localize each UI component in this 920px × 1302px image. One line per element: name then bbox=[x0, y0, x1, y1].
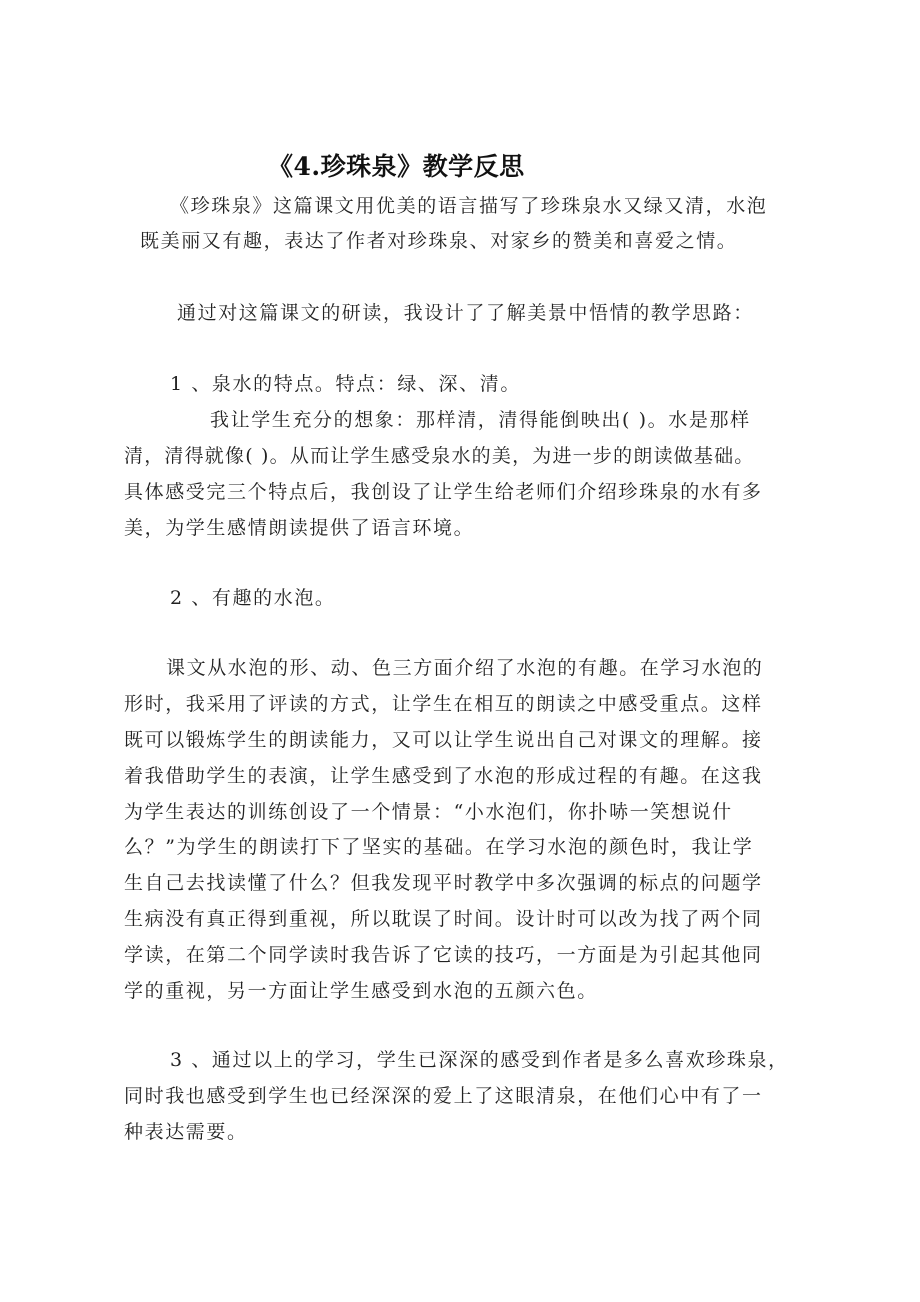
section-2-line-6: 么？”为学生的朗读打下了坚实的基础。在学习水泡的颜色时，我让学 bbox=[124, 836, 754, 858]
section-1-line-3: 具体感受完三个特点后，我创设了让学生给老师们介绍珍珠泉的水有多 bbox=[124, 481, 763, 503]
section-1-line-2: 清，清得就像( )。从而让学生感受泉水的美，为进一步的朗读做基础。 bbox=[124, 445, 755, 467]
section-2-heading: 2 、有趣的水泡。 bbox=[170, 587, 336, 609]
intro-line-1: 《珍珠泉》这篇课文用优美的语言描写了珍珠泉水又绿又清，水泡 bbox=[170, 195, 768, 217]
section-3-line-2: 同时我也感受到学生也已经深深的爱上了这眼清泉，在他们心中有了一 bbox=[124, 1085, 763, 1107]
approach-line: 通过对这篇课文的研读，我设计了了解美景中悟情的教学思路： bbox=[177, 302, 754, 324]
section-3-line-3: 种表达需要。 bbox=[124, 1121, 248, 1143]
section-2-line-4: 着我借助学生的表演，让学生感受到了水泡的形成过程的有趣。在这我 bbox=[124, 765, 763, 787]
section-1-heading: 1 、泉水的特点。特点：绿、深、清。 bbox=[170, 373, 521, 395]
section-2-line-2: 形时，我采用了评读的方式，让学生在相互的朗读之中感受重点。这样 bbox=[124, 693, 763, 715]
section-2-line-1: 课文从水泡的形、动、色三方面介绍了水泡的有趣。在学习水泡的 bbox=[166, 657, 764, 679]
section-2-line-3: 既可以锻炼学生的朗读能力，又可以让学生说出自己对课文的理解。接 bbox=[124, 729, 763, 751]
section-2-line-5: 为学生表达的训练创设了一个情景：“小水泡们，你扑哧一笑想说什 bbox=[124, 801, 733, 823]
section-1-line-4: 美，为学生感情朗读提供了语言环境。 bbox=[124, 517, 475, 539]
intro-line-2: 既美丽又有趣，表达了作者对珍珠泉、对家乡的赞美和喜爱之情。 bbox=[140, 230, 738, 252]
section-2-line-7: 生自己去找读懂了什么？但我发现平时教学中多次强调的标点的问题学 bbox=[124, 872, 763, 894]
section-2-line-10: 学的重视，另一方面让学生感受到水泡的五颜六色。 bbox=[124, 980, 598, 1002]
section-3-line-1: 3 、通过以上的学习，学生已深深的感受到作者是多么喜欢珍珠泉， bbox=[170, 1049, 789, 1071]
section-1-line-1: 我让学生充分的想象：那样清，清得能倒映出( )。水是那样 bbox=[210, 409, 751, 431]
document-title: 《4.珍珠泉》教学反思 bbox=[268, 152, 525, 181]
section-2-line-8: 生病没有真正得到重视，所以耽误了时间。设计时可以改为找了两个同 bbox=[124, 908, 763, 930]
section-2-line-9: 学读，在第二个同学读时我告诉了它读的技巧，一方面是为引起其他同 bbox=[124, 944, 763, 966]
